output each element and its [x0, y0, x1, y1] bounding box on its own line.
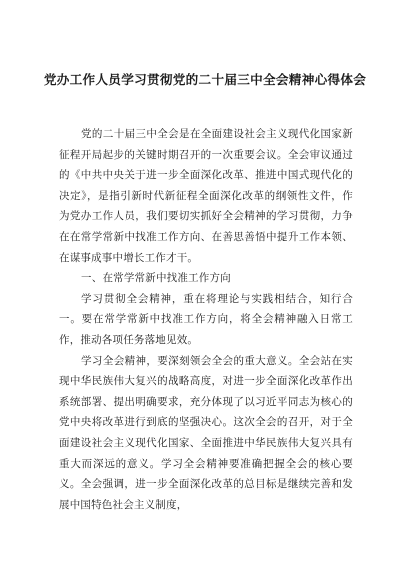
document-title: 党办工作人员学习贯彻党的二十届三中全会精神心得体会: [43, 72, 367, 87]
paragraph-section-1-body: 学习全会精神，要深刻领会全会的重大意义。全会站在实现中华民族伟大复兴的战略高度，对进一步全面深化改革作出系统部署、提出明确要求，充分体现了以习近平同志为核心的党中央将改革进行到底的坚强决心。这次全会的召开，对于全面建设社会主义现代化国家、全面推进中华民族伟大复兴具有重大而深远的意义。学习全会精神要准确把握全会的核心要义。全会强调，进一步全面深化改革的总目标是继续完善和发展中国特色社会主义制度，: [59, 354, 353, 511]
document-body: [59, 124, 353, 515]
paragraph-section-1-lead: 学习贯彻全会精神，重在将理论与实践相结合，知行合一。要在常学常新中找准工作方向，将全会精神融入日常工作，推动各项任务落地见效。: [59, 292, 353, 346]
paragraph-intro: 党的二十届三中全会是在全面建设社会主义现代化国家新征程开局起步的关键时期召开的一次重要会议。全会审议通过的《中共中央关于进一步全面深化改革、推进中国式现代化的决定》，是指引新时代新征程全面深化改革的纲领性文件，作为党办工作人员，我们要切实抓好全会精神的学习贯彻，力争在在常学常新中找准工作方向、在善思善悟中提升工作本领、在谋事成事中增长工作才干。: [59, 128, 353, 264]
section-heading-1: 一、在常学常新中找准工作方向: [81, 272, 231, 285]
